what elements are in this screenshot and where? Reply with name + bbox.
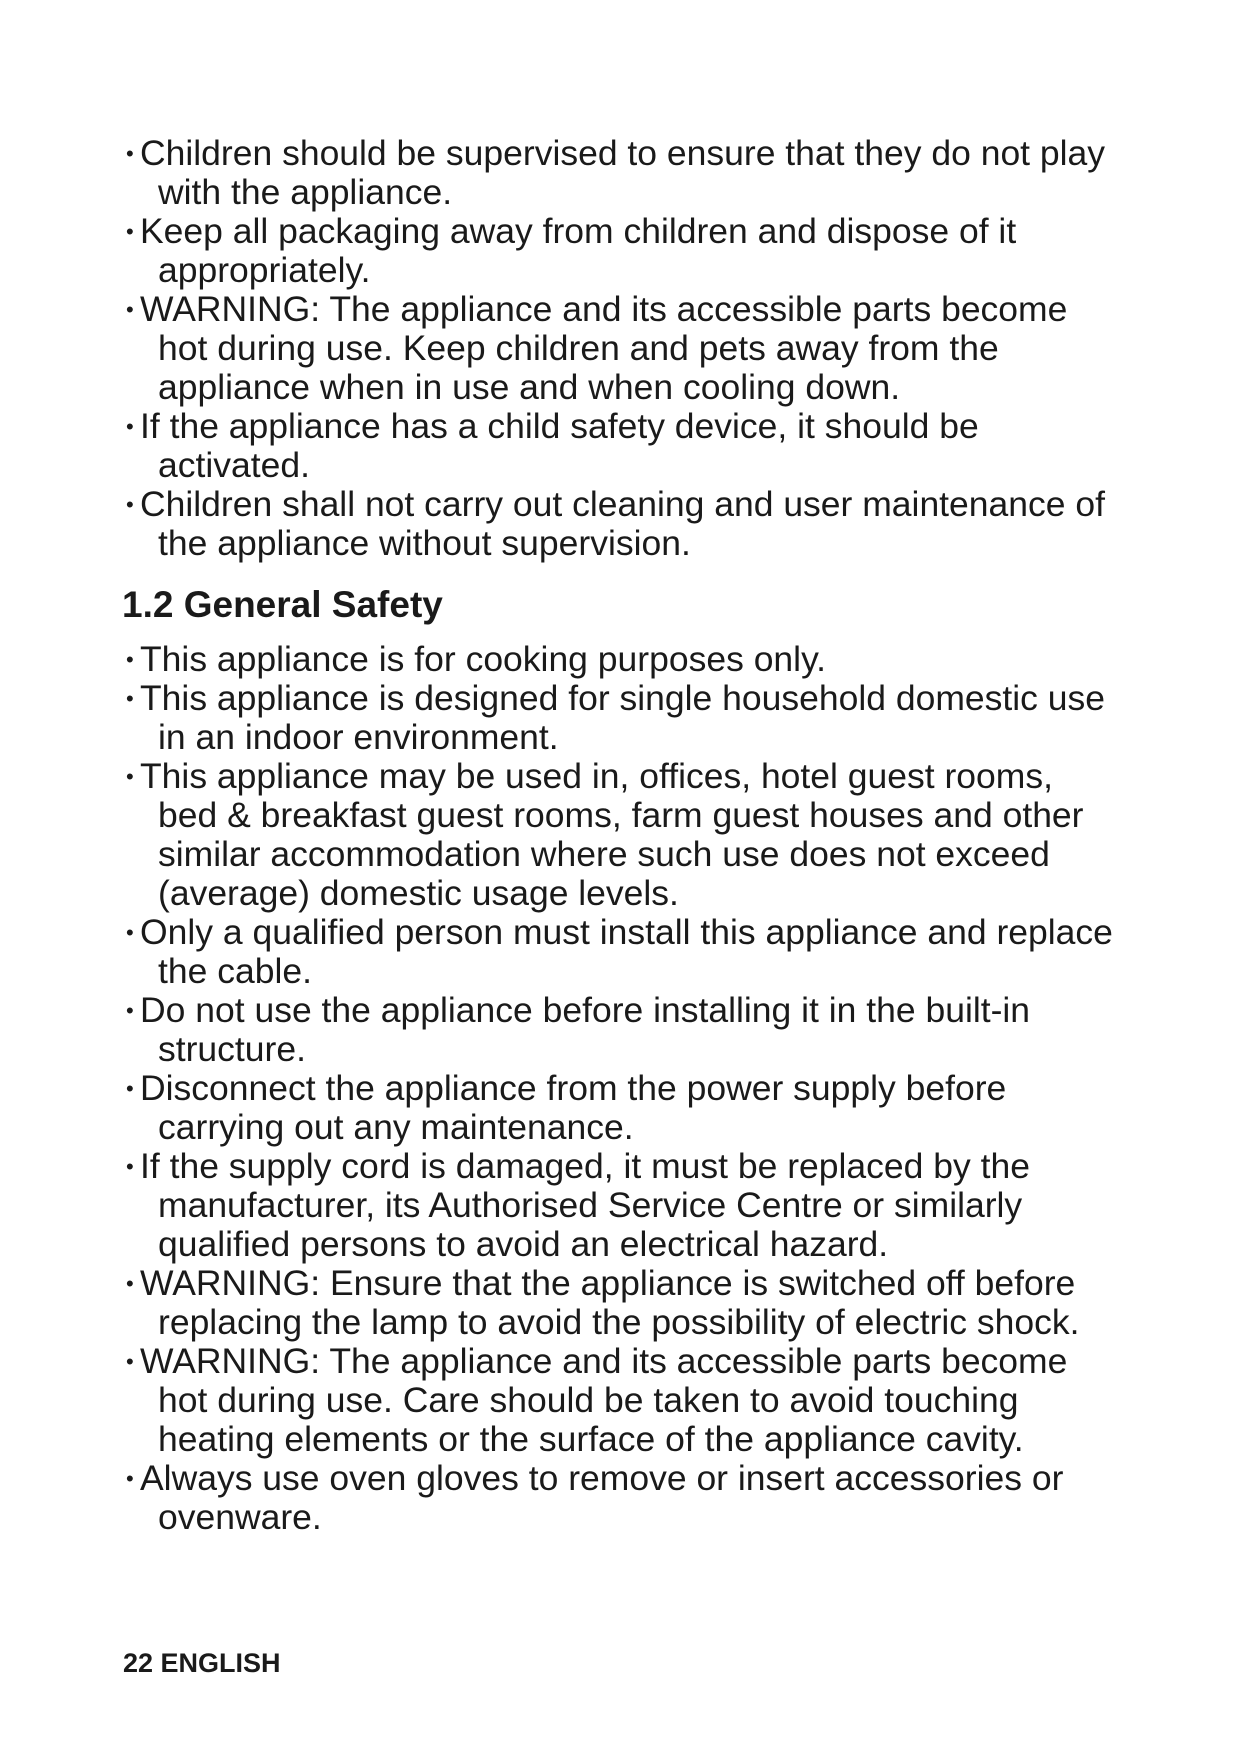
list-item-text: Do not use the appliance before installing it in the built-in structure. (140, 990, 1031, 1069)
bullet-icon: • (126, 414, 134, 439)
list-item (120, 1069, 1120, 1147)
section-heading: 1.2 General Safety (122, 584, 443, 625)
list-item (120, 913, 1120, 991)
list-item (120, 134, 1120, 212)
list-item-text: This appliance is for cooking purposes only. (140, 639, 827, 679)
list-item-text: Always use oven gloves to remove or insert accessories or ovenware. (140, 1458, 1064, 1537)
list-item-text: Children shall not carry out cleaning and user maintenance of the appliance without supervision. (140, 484, 1105, 563)
list-item-text: This appliance may be used in, offices, hotel guest rooms, bed & breakfast guest rooms, farm guest houses and other similar accommodation where such use does not exceed (average) domestic usage levels. (140, 756, 1084, 913)
list-item (120, 757, 1120, 913)
list-item-text: Children should be supervised to ensure that they do not play with the appliance. (140, 133, 1106, 212)
bullet-icon: • (126, 686, 134, 711)
bullet-icon: • (126, 998, 134, 1023)
bullet-icon: • (126, 492, 134, 517)
list-item-text: WARNING: The appliance and its accessible parts become hot during use. Keep children and pets away from the appliance when in use and when cooling down. (140, 289, 1068, 407)
list-item (120, 640, 1120, 679)
bullet-icon: • (126, 1271, 134, 1296)
bullet-icon: • (126, 141, 134, 166)
list-item (120, 1264, 1120, 1342)
bullet-icon: • (126, 219, 134, 244)
list-item (120, 407, 1120, 485)
list-item-text: Disconnect the appliance from the power supply before carrying out any maintenance. (140, 1068, 1007, 1147)
list-item-text: Only a qualified person must install this appliance and replace the cable. (140, 912, 1113, 991)
bullet-icon: • (126, 297, 134, 322)
bullet-icon: • (126, 1076, 134, 1101)
list-item (120, 290, 1120, 407)
bullet-icon: • (126, 764, 134, 789)
list-item-text: If the supply cord is damaged, it must be replaced by the manufacturer, its Authorised Service Centre or similarly qualified persons to avoid an electrical hazard. (140, 1146, 1030, 1264)
list-item-text: If the appliance has a child safety device, it should be activated. (140, 406, 979, 485)
page-footer: 22 ENGLISH (123, 1648, 281, 1678)
list-item (120, 1459, 1120, 1537)
bullet-icon: • (126, 920, 134, 945)
list-item-text: Keep all packaging away from children and dispose of it appropriately. (140, 211, 1017, 290)
general-safety-list (120, 640, 1120, 1537)
list-item-text: WARNING: Ensure that the appliance is switched off before replacing the lamp to avoid the possibility of electric shock. (140, 1263, 1080, 1342)
bullet-icon: • (126, 1466, 134, 1491)
list-item (120, 1147, 1120, 1264)
list-item (120, 991, 1120, 1069)
list-item (120, 485, 1120, 563)
bullet-icon: • (126, 647, 134, 672)
list-item (120, 212, 1120, 290)
list-item-text: WARNING: The appliance and its accessible parts become hot during use. Care should be taken to avoid touching heating elements or the surface of the appliance cavity. (140, 1341, 1068, 1459)
intro-safety-list (120, 134, 1120, 563)
list-item (120, 679, 1120, 757)
bullet-icon: • (126, 1349, 134, 1374)
list-item (120, 1342, 1120, 1459)
list-item-text: This appliance is designed for single household domestic use in an indoor environment. (140, 678, 1106, 757)
bullet-icon: • (126, 1154, 134, 1179)
